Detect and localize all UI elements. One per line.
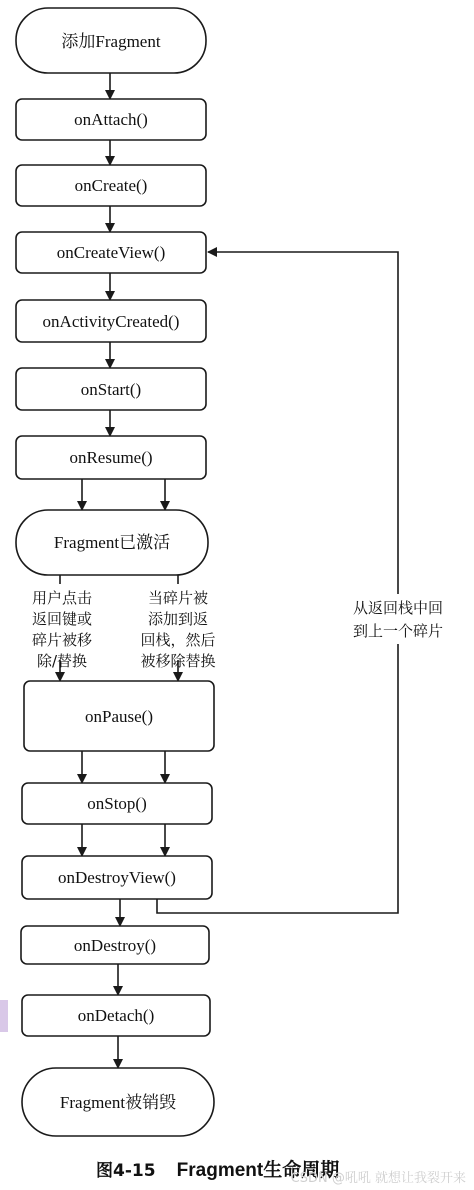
node-on-start	[16, 368, 206, 410]
note-back-stack-line-4: 被移除替换	[140, 652, 216, 670]
node-on-resume-label: onResume()	[69, 448, 153, 467]
note-return-from-back-stack	[330, 594, 464, 644]
node-on-create-view	[16, 232, 206, 273]
node-fragment-destroyed-label: Fragment被销毁	[59, 1093, 177, 1112]
note-user-back-line-3: 碎片被移	[31, 631, 93, 649]
node-on-stop	[22, 783, 212, 824]
node-on-detach	[22, 995, 210, 1036]
node-on-detach-label: onDetach()	[77, 1006, 155, 1025]
node-on-create-label: onCreate()	[74, 176, 148, 195]
note-return-line-2: 到上一个碎片	[352, 622, 444, 640]
node-on-create-view-label: onCreateView()	[56, 243, 166, 262]
node-on-attach-label: onAttach()	[74, 110, 148, 129]
node-on-destroy	[21, 926, 209, 964]
node-on-create	[16, 165, 206, 206]
watermark: CSDN @吼吼 就想让我裂开来	[290, 1171, 466, 1186]
edge-accent	[0, 1000, 8, 1032]
node-fragment-active	[16, 510, 208, 575]
figure-number: 图4-15	[96, 1161, 156, 1181]
note-back-stack-line-3: 回栈，然后	[140, 631, 216, 649]
node-add-fragment	[16, 8, 206, 73]
node-on-pause-label: onPause()	[85, 707, 153, 726]
node-fragment-destroyed	[22, 1068, 214, 1136]
node-on-destroy-label: onDestroy()	[73, 936, 157, 955]
node-on-start-label: onStart()	[80, 380, 142, 399]
node-on-destroy-view-label: onDestroyView()	[58, 868, 176, 887]
node-on-activity-created-label: onActivityCreated()	[42, 312, 180, 331]
note-user-back-line-1: 用户点击	[31, 589, 93, 607]
figure-title: Fragment生命周期	[176, 1160, 340, 1181]
node-on-activity-created	[16, 300, 206, 342]
node-on-destroy-view	[22, 856, 212, 899]
node-on-pause	[24, 681, 214, 751]
node-add-fragment-label: 添加Fragment	[61, 32, 161, 51]
note-user-back	[32, 589, 92, 670]
note-user-back-line-4: 除/替换	[36, 652, 88, 670]
note-return-line-1: 从返回栈中回	[352, 599, 444, 617]
node-on-attach	[16, 99, 206, 140]
node-fragment-active-label: Fragment已激活	[53, 533, 171, 552]
note-user-back-line-2: 返回键或	[31, 610, 93, 628]
node-on-resume	[16, 436, 206, 479]
note-back-stack-line-1: 当碎片被	[147, 589, 209, 607]
note-back-stack-line-2: 添加到返	[147, 610, 209, 628]
node-on-stop-label: onStop()	[87, 794, 147, 813]
note-back-stack	[140, 589, 215, 670]
